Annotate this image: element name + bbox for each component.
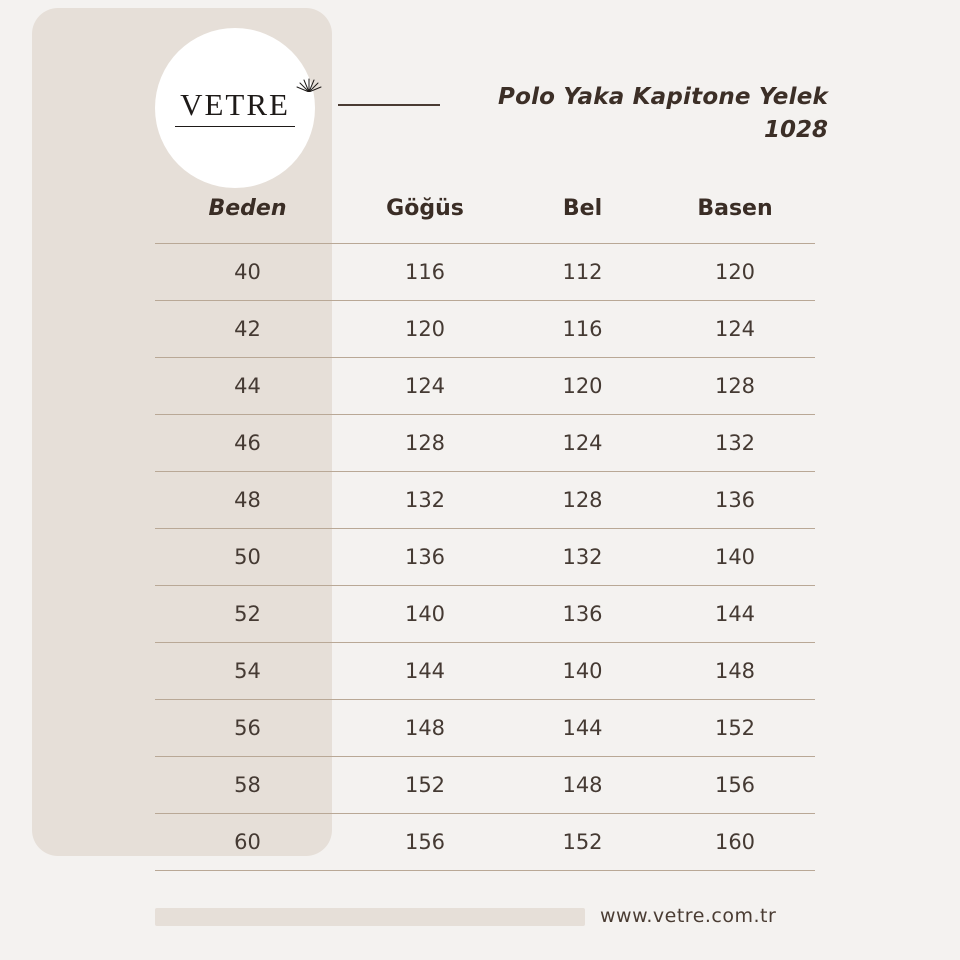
cell-bel: 116	[510, 301, 655, 358]
cell-basen: 144	[655, 586, 815, 643]
cell-bel: 136	[510, 586, 655, 643]
cell-bel: 128	[510, 472, 655, 529]
cell-gogus: 136	[340, 529, 510, 586]
cell-gogus: 144	[340, 643, 510, 700]
cell-beden: 42	[155, 301, 340, 358]
cell-beden: 58	[155, 757, 340, 814]
cell-basen: 132	[655, 415, 815, 472]
cell-bel: 132	[510, 529, 655, 586]
cell-beden: 60	[155, 814, 340, 871]
cell-basen: 120	[655, 244, 815, 301]
cell-gogus: 132	[340, 472, 510, 529]
cell-gogus: 120	[340, 301, 510, 358]
column-header-gogus: Göğüs	[386, 196, 464, 221]
size-table-body	[155, 244, 815, 871]
page-title-line2: 1028	[763, 117, 828, 143]
footer-decorative-bar	[155, 908, 585, 926]
cell-basen: 136	[655, 472, 815, 529]
cell-gogus: 124	[340, 358, 510, 415]
brand-wordmark-text: VETRE	[180, 86, 290, 122]
cell-basen: 148	[655, 643, 815, 700]
cell-gogus: 140	[340, 586, 510, 643]
page-title	[448, 84, 828, 143]
cell-bel: 152	[510, 814, 655, 871]
cell-beden: 48	[155, 472, 340, 529]
footer-website-url: www.vetre.com.tr	[600, 905, 777, 927]
title-rule	[338, 104, 440, 106]
column-header-bel: Bel	[562, 196, 603, 221]
cell-gogus: 152	[340, 757, 510, 814]
page-title-line1: Polo Yaka Kapitone Yelek	[498, 84, 828, 110]
table-row	[155, 472, 815, 529]
table-row	[155, 700, 815, 757]
cell-beden: 50	[155, 529, 340, 586]
cell-gogus: 156	[340, 814, 510, 871]
cell-beden: 54	[155, 643, 340, 700]
size-table	[155, 196, 815, 871]
table-row	[155, 814, 815, 871]
cell-gogus: 128	[340, 415, 510, 472]
cell-gogus: 148	[340, 700, 510, 757]
cell-basen: 160	[655, 814, 815, 871]
cell-beden: 44	[155, 358, 340, 415]
cell-bel: 140	[510, 643, 655, 700]
cell-bel: 112	[510, 244, 655, 301]
brand-wordmark	[180, 86, 290, 122]
cell-bel: 124	[510, 415, 655, 472]
column-header-basen: Basen	[697, 196, 773, 221]
column-header-beden: Beden	[208, 196, 287, 221]
palm-burst-icon	[296, 76, 322, 92]
cell-basen: 156	[655, 757, 815, 814]
cell-bel: 120	[510, 358, 655, 415]
cell-basen: 128	[655, 358, 815, 415]
cell-gogus: 116	[340, 244, 510, 301]
cell-beden: 52	[155, 586, 340, 643]
size-table-container	[155, 196, 815, 871]
cell-beden: 40	[155, 244, 340, 301]
table-row	[155, 415, 815, 472]
cell-beden: 56	[155, 700, 340, 757]
table-row	[155, 529, 815, 586]
brand-logo	[155, 28, 315, 188]
table-row	[155, 586, 815, 643]
table-row	[155, 244, 815, 301]
cell-beden: 46	[155, 415, 340, 472]
cell-basen: 124	[655, 301, 815, 358]
table-row	[155, 757, 815, 814]
brand-underline	[175, 126, 295, 128]
table-row	[155, 643, 815, 700]
table-row	[155, 301, 815, 358]
table-header-row	[155, 196, 815, 244]
cell-basen: 152	[655, 700, 815, 757]
cell-basen: 140	[655, 529, 815, 586]
cell-bel: 148	[510, 757, 655, 814]
size-table-header	[155, 196, 815, 244]
table-row	[155, 358, 815, 415]
cell-bel: 144	[510, 700, 655, 757]
